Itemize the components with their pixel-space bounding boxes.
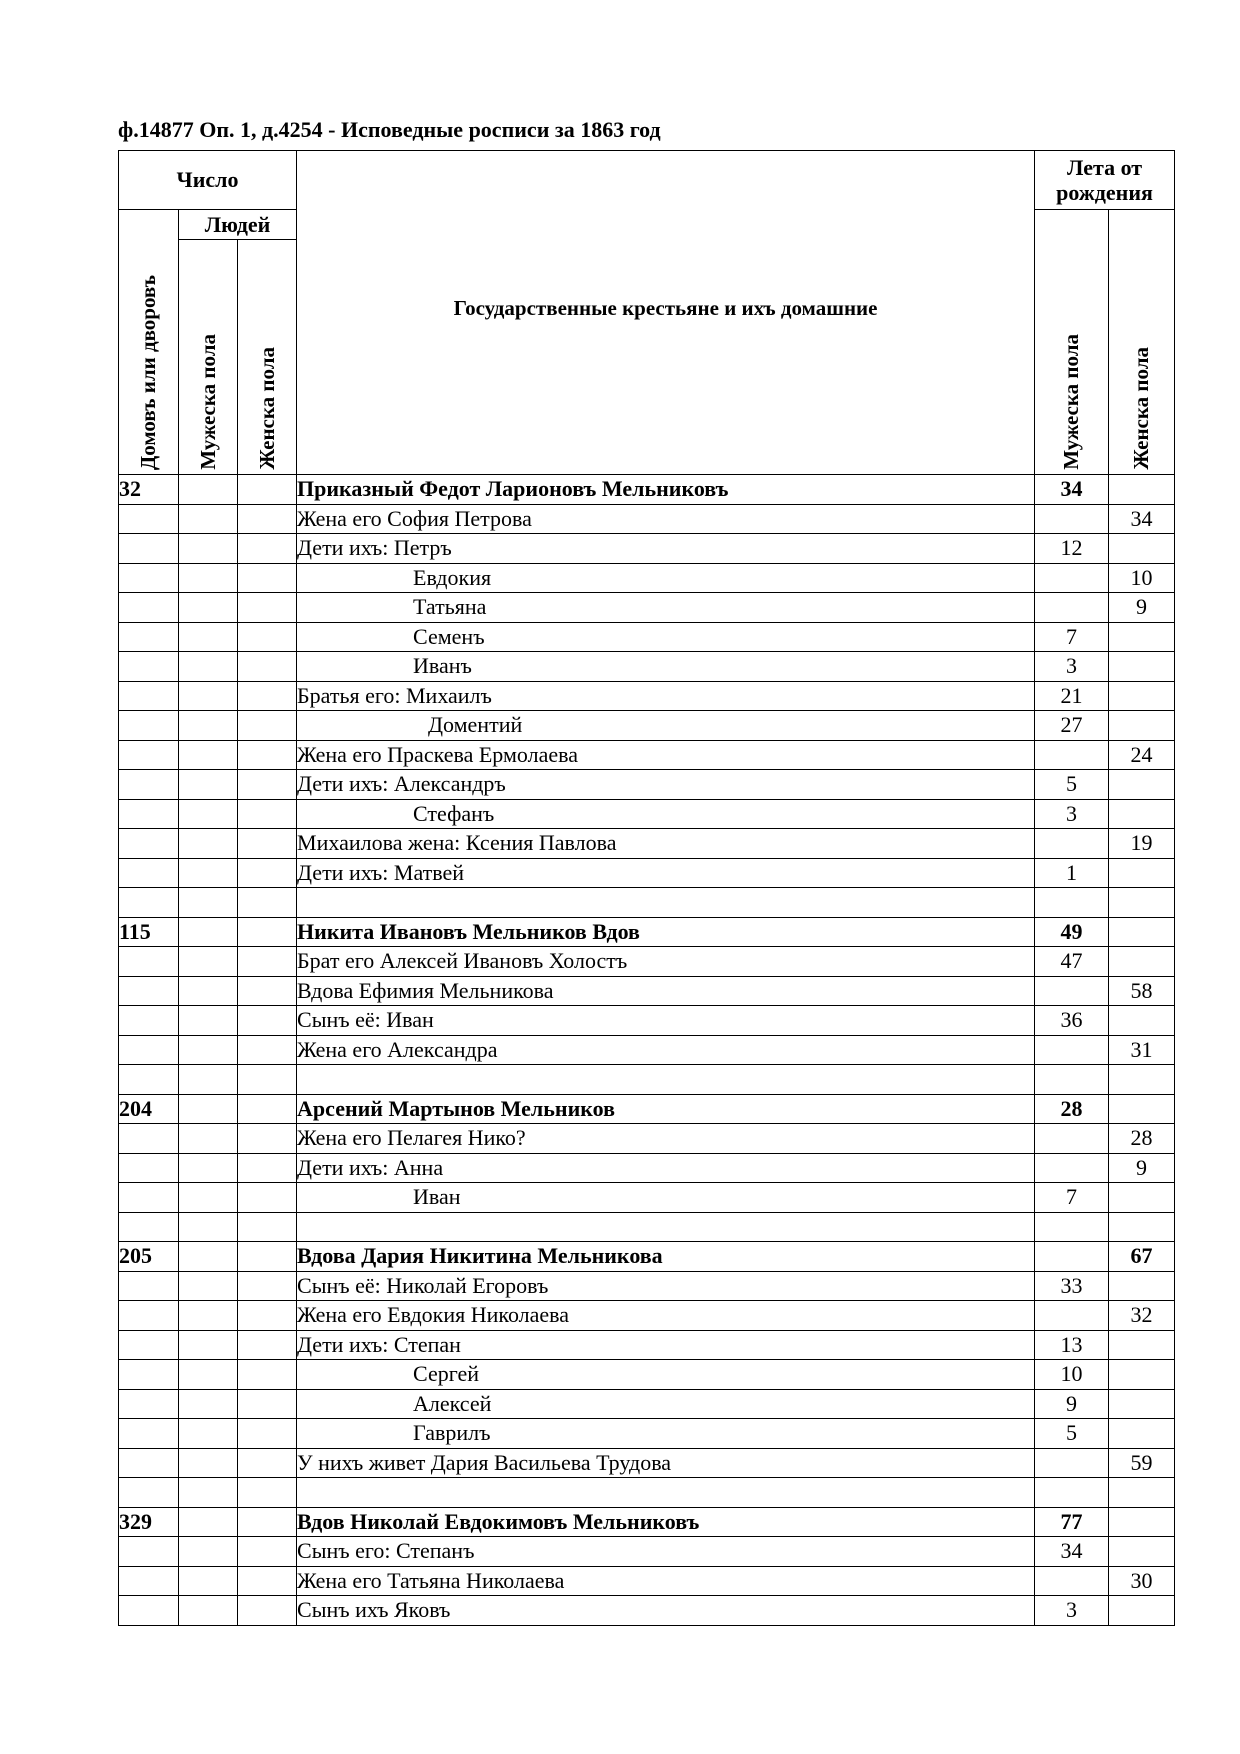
age-male-cell: [1035, 1566, 1109, 1596]
age-female-cell: [1109, 1389, 1175, 1419]
people-male-cell: [179, 1094, 238, 1124]
household-number-cell: [119, 1389, 179, 1419]
people-male-cell: [179, 1330, 238, 1360]
household-number-cell: [119, 534, 179, 564]
household-number-cell: [119, 563, 179, 593]
person-name-cell: Жена его Праскева Ермолаева: [297, 740, 1035, 770]
age-male-cell: [1035, 1448, 1109, 1478]
age-female-cell: [1109, 1065, 1175, 1095]
household-number-cell: [119, 681, 179, 711]
age-female-cell: [1109, 1360, 1175, 1390]
age-female-cell: [1109, 1330, 1175, 1360]
person-name-cell: Жена его Евдокия Николаева: [297, 1301, 1035, 1331]
table-row: [119, 1271, 1175, 1301]
age-male-cell: [1035, 1035, 1109, 1065]
age-male-cell: 3: [1035, 1596, 1109, 1626]
person-name-cell: Иван: [297, 1183, 1035, 1213]
table-row: [119, 504, 1175, 534]
people-male-cell: [179, 1507, 238, 1537]
age-male-cell: 21: [1035, 681, 1109, 711]
age-male-cell: 13: [1035, 1330, 1109, 1360]
people-male-cell: [179, 917, 238, 947]
people-male-cell: [179, 1242, 238, 1272]
people-female-cell: [238, 681, 297, 711]
age-male-cell: 5: [1035, 1419, 1109, 1449]
people-female-cell: [238, 711, 297, 741]
age-female-cell: [1109, 534, 1175, 564]
table-row: [119, 711, 1175, 741]
age-male-cell: [1035, 829, 1109, 859]
people-female-cell: [238, 563, 297, 593]
age-male-cell: 1: [1035, 858, 1109, 888]
age-male-cell: [1035, 563, 1109, 593]
age-male-cell: 47: [1035, 947, 1109, 977]
household-number-cell: [119, 1035, 179, 1065]
table-row: [119, 1389, 1175, 1419]
people-male-cell: [179, 947, 238, 977]
people-female-cell: [238, 1006, 297, 1036]
household-number-cell: [119, 770, 179, 800]
age-male-cell: 3: [1035, 799, 1109, 829]
table-row: [119, 1360, 1175, 1390]
people-male-cell: [179, 504, 238, 534]
age-female-cell: 24: [1109, 740, 1175, 770]
household-number-cell: 32: [119, 475, 179, 505]
people-female-cell: [238, 799, 297, 829]
people-male-cell: [179, 1006, 238, 1036]
person-name-cell: Арсений Мартынов Мельников: [297, 1094, 1035, 1124]
people-female-cell: [238, 652, 297, 682]
age-female-cell: 28: [1109, 1124, 1175, 1154]
household-number-cell: [119, 1183, 179, 1213]
age-male-cell: [1035, 740, 1109, 770]
person-name-cell: Доментий: [297, 711, 1035, 741]
household-number-cell: [119, 888, 179, 918]
people-female-cell: [238, 1271, 297, 1301]
person-name-cell: Сынъ её: Иван: [297, 1006, 1035, 1036]
household-number-cell: [119, 1330, 179, 1360]
table-row: [119, 829, 1175, 859]
household-number-cell: [119, 1419, 179, 1449]
household-number-cell: [119, 652, 179, 682]
age-male-cell: [1035, 1153, 1109, 1183]
table-row: [119, 947, 1175, 977]
people-male-cell: [179, 1566, 238, 1596]
people-female-cell: [238, 1301, 297, 1331]
table-row: [119, 534, 1175, 564]
people-female-cell: [238, 1360, 297, 1390]
header-households-label: Домовъ или дворовъ: [136, 274, 160, 470]
age-female-cell: [1109, 1478, 1175, 1508]
age-male-cell: [1035, 1124, 1109, 1154]
household-number-cell: [119, 1448, 179, 1478]
people-female-cell: [238, 1035, 297, 1065]
people-male-cell: [179, 1478, 238, 1508]
age-female-cell: [1109, 1537, 1175, 1567]
person-name-cell: Приказный Федот Ларионовъ Мельниковъ: [297, 475, 1035, 505]
people-male-cell: [179, 799, 238, 829]
person-name-cell: Брат его Алексей Ивановъ Холостъ: [297, 947, 1035, 977]
people-female-cell: [238, 740, 297, 770]
age-female-cell: [1109, 1419, 1175, 1449]
people-female-cell: [238, 858, 297, 888]
people-female-cell: [238, 947, 297, 977]
age-female-cell: 32: [1109, 1301, 1175, 1331]
age-female-cell: 59: [1109, 1448, 1175, 1478]
age-female-cell: [1109, 858, 1175, 888]
age-female-cell: [1109, 770, 1175, 800]
person-name-cell: Никита Ивановъ Мельников Вдов: [297, 917, 1035, 947]
table-row: [119, 1065, 1175, 1095]
age-female-cell: [1109, 1183, 1175, 1213]
household-number-cell: 115: [119, 917, 179, 947]
person-name-cell: Жена его Александра: [297, 1035, 1035, 1065]
people-male-cell: [179, 858, 238, 888]
table-row: [119, 1419, 1175, 1449]
age-male-cell: 28: [1035, 1094, 1109, 1124]
people-female-cell: [238, 1566, 297, 1596]
age-female-cell: [1109, 888, 1175, 918]
household-number-cell: [119, 1478, 179, 1508]
person-name-cell: Сергей: [297, 1360, 1035, 1390]
people-male-cell: [179, 1360, 238, 1390]
age-male-cell: 9: [1035, 1389, 1109, 1419]
age-male-cell: 3: [1035, 652, 1109, 682]
age-male-cell: 34: [1035, 1537, 1109, 1567]
table-row: [119, 799, 1175, 829]
person-name-cell: Братья его: Михаилъ: [297, 681, 1035, 711]
age-female-cell: [1109, 711, 1175, 741]
household-number-cell: [119, 1301, 179, 1331]
people-female-cell: [238, 917, 297, 947]
table-row: [119, 563, 1175, 593]
household-number-cell: [119, 976, 179, 1006]
age-female-cell: 67: [1109, 1242, 1175, 1272]
people-female-cell: [238, 770, 297, 800]
people-male-cell: [179, 1065, 238, 1095]
household-number-cell: [119, 1124, 179, 1154]
people-female-cell: [238, 1094, 297, 1124]
confession-register-table: [118, 150, 1175, 1626]
table-row: [119, 475, 1175, 505]
people-female-cell: [238, 1153, 297, 1183]
table-row: [119, 1537, 1175, 1567]
people-female-cell: [238, 1330, 297, 1360]
person-name-cell: Дети ихъ: Анна: [297, 1153, 1035, 1183]
age-female-cell: [1109, 1212, 1175, 1242]
person-name-cell: Жена его София Петрова: [297, 504, 1035, 534]
people-female-cell: [238, 504, 297, 534]
age-female-cell: [1109, 1596, 1175, 1626]
table-row: [119, 1330, 1175, 1360]
people-male-cell: [179, 475, 238, 505]
people-male-cell: [179, 770, 238, 800]
people-female-cell: [238, 976, 297, 1006]
page-title: ф.14877 Оп. 1, д.4254 - Исповедные росписи за 1863 год: [118, 117, 661, 142]
table-row: [119, 888, 1175, 918]
household-number-cell: [119, 1065, 179, 1095]
age-female-cell: [1109, 622, 1175, 652]
people-male-cell: [179, 1124, 238, 1154]
table-row: [119, 740, 1175, 770]
people-female-cell: [238, 1419, 297, 1449]
household-number-cell: 205: [119, 1242, 179, 1272]
person-name-cell: Алексей: [297, 1389, 1035, 1419]
table-row: [119, 1094, 1175, 1124]
household-number-cell: [119, 1360, 179, 1390]
table-row: [119, 1301, 1175, 1331]
age-male-cell: 27: [1035, 711, 1109, 741]
people-female-cell: [238, 1183, 297, 1213]
person-name-cell: Жена его Татьяна Николаева: [297, 1566, 1035, 1596]
age-male-cell: [1035, 1212, 1109, 1242]
age-female-cell: [1109, 681, 1175, 711]
person-name-cell: Вдова Дария Никитина Мельникова: [297, 1242, 1035, 1272]
household-number-cell: [119, 799, 179, 829]
person-name-cell: [297, 888, 1035, 918]
age-female-cell: [1109, 1507, 1175, 1537]
people-male-cell: [179, 1212, 238, 1242]
age-male-cell: 36: [1035, 1006, 1109, 1036]
table-row: [119, 1448, 1175, 1478]
age-female-cell: 9: [1109, 1153, 1175, 1183]
age-female-cell: [1109, 1271, 1175, 1301]
people-female-cell: [238, 1478, 297, 1508]
age-female-cell: 19: [1109, 829, 1175, 859]
table-row: [119, 976, 1175, 1006]
household-number-cell: [119, 740, 179, 770]
person-name-cell: Иванъ: [297, 652, 1035, 682]
table-row: [119, 1183, 1175, 1213]
people-female-cell: [238, 1389, 297, 1419]
age-female-cell: 10: [1109, 563, 1175, 593]
people-male-cell: [179, 1596, 238, 1626]
age-female-cell: 34: [1109, 504, 1175, 534]
people-male-cell: [179, 1419, 238, 1449]
age-female-cell: 58: [1109, 976, 1175, 1006]
age-male-cell: 34: [1035, 475, 1109, 505]
header-lyudey: Людей: [179, 210, 297, 240]
person-name-cell: У нихъ живет Дария Васильева Трудова: [297, 1448, 1035, 1478]
header-ages-female: [1109, 210, 1175, 475]
person-name-cell: [297, 1212, 1035, 1242]
household-number-cell: [119, 1537, 179, 1567]
person-name-cell: Дети ихъ: Матвей: [297, 858, 1035, 888]
person-name-cell: [297, 1478, 1035, 1508]
person-name-cell: Семенъ: [297, 622, 1035, 652]
table-row: [119, 1596, 1175, 1626]
person-name-cell: Дети ихъ: Александръ: [297, 770, 1035, 800]
people-female-cell: [238, 1124, 297, 1154]
household-number-cell: [119, 1153, 179, 1183]
household-number-cell: [119, 829, 179, 859]
age-female-cell: [1109, 799, 1175, 829]
household-number-cell: 329: [119, 1507, 179, 1537]
table-row: [119, 917, 1175, 947]
table-row: [119, 622, 1175, 652]
household-number-cell: 204: [119, 1094, 179, 1124]
age-female-cell: [1109, 1006, 1175, 1036]
people-female-cell: [238, 1212, 297, 1242]
people-male-cell: [179, 534, 238, 564]
header-chislo: Число: [119, 151, 297, 210]
header-ages-male: [1035, 210, 1109, 475]
age-male-cell: 12: [1035, 534, 1109, 564]
person-name-cell: Сынъ его: Степанъ: [297, 1537, 1035, 1567]
person-name-cell: [297, 1065, 1035, 1095]
household-number-cell: [119, 622, 179, 652]
header-ages: Лета от рождения: [1035, 151, 1175, 210]
person-name-cell: Михаилова жена: Ксения Павлова: [297, 829, 1035, 859]
table-row: [119, 1006, 1175, 1036]
people-male-cell: [179, 622, 238, 652]
people-male-cell: [179, 652, 238, 682]
age-male-cell: [1035, 976, 1109, 1006]
people-female-cell: [238, 829, 297, 859]
age-male-cell: 5: [1035, 770, 1109, 800]
table-row: [119, 1153, 1175, 1183]
household-number-cell: [119, 1566, 179, 1596]
people-female-cell: [238, 593, 297, 623]
age-female-cell: [1109, 652, 1175, 682]
people-female-cell: [238, 475, 297, 505]
people-female-cell: [238, 1448, 297, 1478]
table-row: [119, 681, 1175, 711]
people-male-cell: [179, 1035, 238, 1065]
age-female-cell: [1109, 917, 1175, 947]
table-row: [119, 1507, 1175, 1537]
table-row: [119, 1124, 1175, 1154]
age-female-cell: 9: [1109, 593, 1175, 623]
people-male-cell: [179, 1537, 238, 1567]
table-row: [119, 1035, 1175, 1065]
person-name-cell: Сынъ её: Николай Егоровъ: [297, 1271, 1035, 1301]
people-male-cell: [179, 976, 238, 1006]
age-female-cell: [1109, 475, 1175, 505]
household-number-cell: [119, 1006, 179, 1036]
age-male-cell: 10: [1035, 1360, 1109, 1390]
people-female-cell: [238, 888, 297, 918]
people-male-cell: [179, 829, 238, 859]
age-male-cell: 7: [1035, 1183, 1109, 1213]
people-male-cell: [179, 1301, 238, 1331]
header-people-female-label: Женска пола: [254, 347, 279, 470]
table-row: [119, 858, 1175, 888]
age-male-cell: 7: [1035, 622, 1109, 652]
header-ages-male-label: Мужеска пола: [1059, 334, 1084, 470]
household-number-cell: [119, 504, 179, 534]
header-people-female: [238, 240, 297, 475]
age-female-cell: 31: [1109, 1035, 1175, 1065]
header-people-male-label: Мужеска пола: [195, 334, 220, 470]
age-female-cell: [1109, 1094, 1175, 1124]
household-number-cell: [119, 711, 179, 741]
person-name-cell: Жена его Пелагея Нико?: [297, 1124, 1035, 1154]
age-male-cell: [1035, 1301, 1109, 1331]
people-female-cell: [238, 622, 297, 652]
people-male-cell: [179, 1389, 238, 1419]
age-female-cell: 30: [1109, 1566, 1175, 1596]
people-male-cell: [179, 593, 238, 623]
table-row: [119, 1242, 1175, 1272]
table-row: [119, 1212, 1175, 1242]
people-female-cell: [238, 1242, 297, 1272]
person-name-cell: Гаврилъ: [297, 1419, 1035, 1449]
age-male-cell: [1035, 593, 1109, 623]
people-male-cell: [179, 1271, 238, 1301]
people-female-cell: [238, 1537, 297, 1567]
person-name-cell: Евдокия: [297, 563, 1035, 593]
household-number-cell: [119, 1596, 179, 1626]
age-male-cell: 77: [1035, 1507, 1109, 1537]
person-name-cell: Татьяна: [297, 593, 1035, 623]
people-female-cell: [238, 1507, 297, 1537]
person-name-cell: Стефанъ: [297, 799, 1035, 829]
person-name-cell: Сынъ ихъ Яковъ: [297, 1596, 1035, 1626]
age-male-cell: 33: [1035, 1271, 1109, 1301]
table-row: [119, 593, 1175, 623]
age-female-cell: [1109, 947, 1175, 977]
people-male-cell: [179, 888, 238, 918]
table-row: [119, 1478, 1175, 1508]
header-people-male: [179, 240, 238, 475]
person-name-cell: Дети ихъ: Петръ: [297, 534, 1035, 564]
household-number-cell: [119, 947, 179, 977]
people-male-cell: [179, 711, 238, 741]
age-male-cell: [1035, 1065, 1109, 1095]
people-male-cell: [179, 1183, 238, 1213]
age-male-cell: [1035, 1478, 1109, 1508]
table-row: [119, 770, 1175, 800]
table-row: [119, 1566, 1175, 1596]
age-male-cell: [1035, 1242, 1109, 1272]
people-male-cell: [179, 1448, 238, 1478]
people-female-cell: [238, 1065, 297, 1095]
people-male-cell: [179, 1153, 238, 1183]
age-male-cell: [1035, 888, 1109, 918]
household-number-cell: [119, 593, 179, 623]
household-number-cell: [119, 858, 179, 888]
household-number-cell: [119, 1271, 179, 1301]
header-households: [119, 210, 179, 475]
table-row: [119, 652, 1175, 682]
person-name-cell: Вдов Николай Евдокимовъ Мельниковъ: [297, 1507, 1035, 1537]
person-name-cell: Вдова Ефимия Мельникова: [297, 976, 1035, 1006]
people-female-cell: [238, 1596, 297, 1626]
header-ages-female-label: Женска пола: [1129, 347, 1154, 470]
person-name-cell: Дети ихъ: Степан: [297, 1330, 1035, 1360]
household-number-cell: [119, 1212, 179, 1242]
header-main: Государственные крестьяне и ихъ домашние: [297, 151, 1035, 475]
age-male-cell: [1035, 504, 1109, 534]
age-male-cell: 49: [1035, 917, 1109, 947]
people-male-cell: [179, 740, 238, 770]
people-male-cell: [179, 681, 238, 711]
people-male-cell: [179, 563, 238, 593]
people-female-cell: [238, 534, 297, 564]
